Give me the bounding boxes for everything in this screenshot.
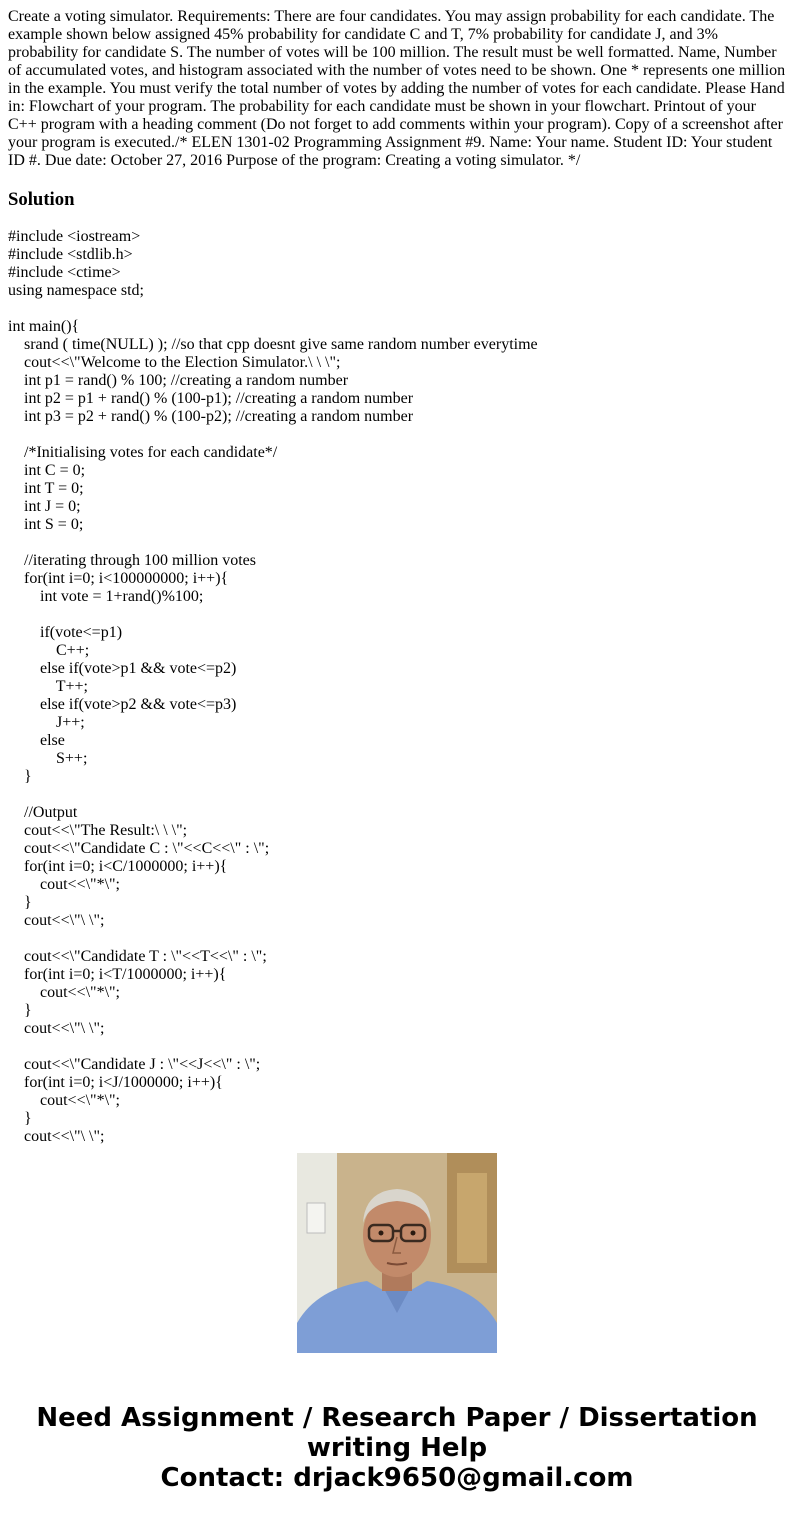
- code-line: if(vote<=p1): [8, 624, 123, 641]
- author-photo: [297, 1153, 497, 1353]
- code-line: else if(vote>p1 && vote<=p2): [8, 660, 237, 677]
- code-line: int p1 = rand() % 100; //creating a random number: [8, 372, 349, 389]
- code-line: int main(){: [8, 318, 80, 335]
- promo-line-1: Need Assignment / Research Paper / Dissertation: [36, 1403, 758, 1433]
- code-line: J++;: [8, 714, 85, 731]
- code-line: using namespace std;: [8, 282, 144, 299]
- code-line: for(int i=0; i<J/1000000; i++){: [8, 1074, 223, 1091]
- code-line: else if(vote>p2 && vote<=p3): [8, 696, 237, 713]
- code-line: }: [8, 894, 32, 911]
- solution-heading: Solution: [8, 189, 75, 210]
- code-line: cout<<\"*\";: [8, 1092, 120, 1109]
- code-line: int J = 0;: [8, 498, 81, 515]
- promo-contact: Contact: drjack9650@gmail.com: [160, 1463, 634, 1493]
- code-line: for(int i=0; i<C/1000000; i++){: [8, 858, 228, 875]
- code-line: [8, 534, 786, 552]
- code-line: [8, 1038, 786, 1056]
- promo-banner: [0, 1403, 794, 1493]
- code-line: cout<<\"*\";: [8, 984, 120, 1001]
- code-line: int T = 0;: [8, 480, 84, 497]
- author-avatar: [297, 1153, 497, 1353]
- question-text: Create a voting simulator. Requirements: There are four candidates. You may assign probability for each candidate. The example shown below assigned 45% probability for candidate C and T, 7% probability for candidate J, and 3% probability for candidate S. The number of votes will be 100 million. The result must be well formatted. Name, Number of accumulated votes, and histogram associated with the number of votes need to be shown. One * represents one million in the example. You must verify the total number of votes by adding the number of votes for each candidate. Please Hand in: Flowchart of your program. The probability for each candidate must be shown in your flowchart. Printout of your C++ program with a heading comment (Do not forget to add comments within your program). Copy of a screenshot after your program is executed./* ELEN 1301-02 Programming Assignment #9. Name: Your name. Student ID: Your student ID #. Due date: October 27, 2016 Purpose of the program: Creating a voting simulator. */: [8, 8, 786, 169]
- code-line: int S = 0;: [8, 516, 84, 533]
- code-line: C++;: [8, 642, 90, 659]
- code-line: int p2 = p1 + rand() % (100-p1); //creating a random number: [8, 390, 414, 407]
- code-line: //Output: [8, 804, 78, 821]
- code-line: cout<<\"Candidate T : \"<<T<<\" : \";: [8, 948, 267, 965]
- code-line: [8, 786, 786, 804]
- code-line: for(int i=0; i<100000000; i++){: [8, 570, 229, 587]
- code-line: cout<<\"Candidate J : \"<<J<<\" : \";: [8, 1056, 261, 1073]
- code-line: cout<<\"\ \";: [8, 912, 105, 929]
- code-line: [8, 606, 786, 624]
- code-line: //iterating through 100 million votes: [8, 552, 256, 569]
- code-line: cout<<\"Welcome to the Election Simulator.\ \ \";: [8, 354, 341, 371]
- code-line: T++;: [8, 678, 88, 695]
- code-line: int vote = 1+rand()%100;: [8, 588, 204, 605]
- code-line: [8, 300, 786, 318]
- code-line: cout<<\"\ \";: [8, 1020, 105, 1037]
- code-line: int C = 0;: [8, 462, 86, 479]
- code-line: int p3 = p2 + rand() % (100-p2); //creating a random number: [8, 408, 414, 425]
- code-line: cout<<\"\ \";: [8, 1128, 105, 1145]
- code-line: else: [8, 732, 65, 749]
- code-line: #include <ctime>: [8, 264, 121, 281]
- code-line: cout<<\"*\";: [8, 876, 120, 893]
- code-line: }: [8, 1110, 32, 1127]
- code-line: srand ( time(NULL) ); //so that cpp doesnt give same random number everytime: [8, 336, 538, 353]
- code-line: cout<<\"Candidate C : \"<<C<<\" : \";: [8, 840, 270, 857]
- code-line: S++;: [8, 750, 88, 767]
- code-line: }: [8, 1002, 32, 1019]
- code-line: #include <stdlib.h>: [8, 246, 133, 263]
- code-block: [8, 228, 786, 1145]
- promo-line-2: writing Help: [306, 1433, 488, 1463]
- code-line: for(int i=0; i<T/1000000; i++){: [8, 966, 227, 983]
- code-line: cout<<\"The Result:\ \ \";: [8, 822, 188, 839]
- code-line: #include <iostream>: [8, 228, 141, 245]
- code-line: [8, 426, 786, 444]
- code-line: [8, 930, 786, 948]
- code-line: }: [8, 768, 32, 785]
- code-line: /*Initialising votes for each candidate*/: [8, 444, 278, 461]
